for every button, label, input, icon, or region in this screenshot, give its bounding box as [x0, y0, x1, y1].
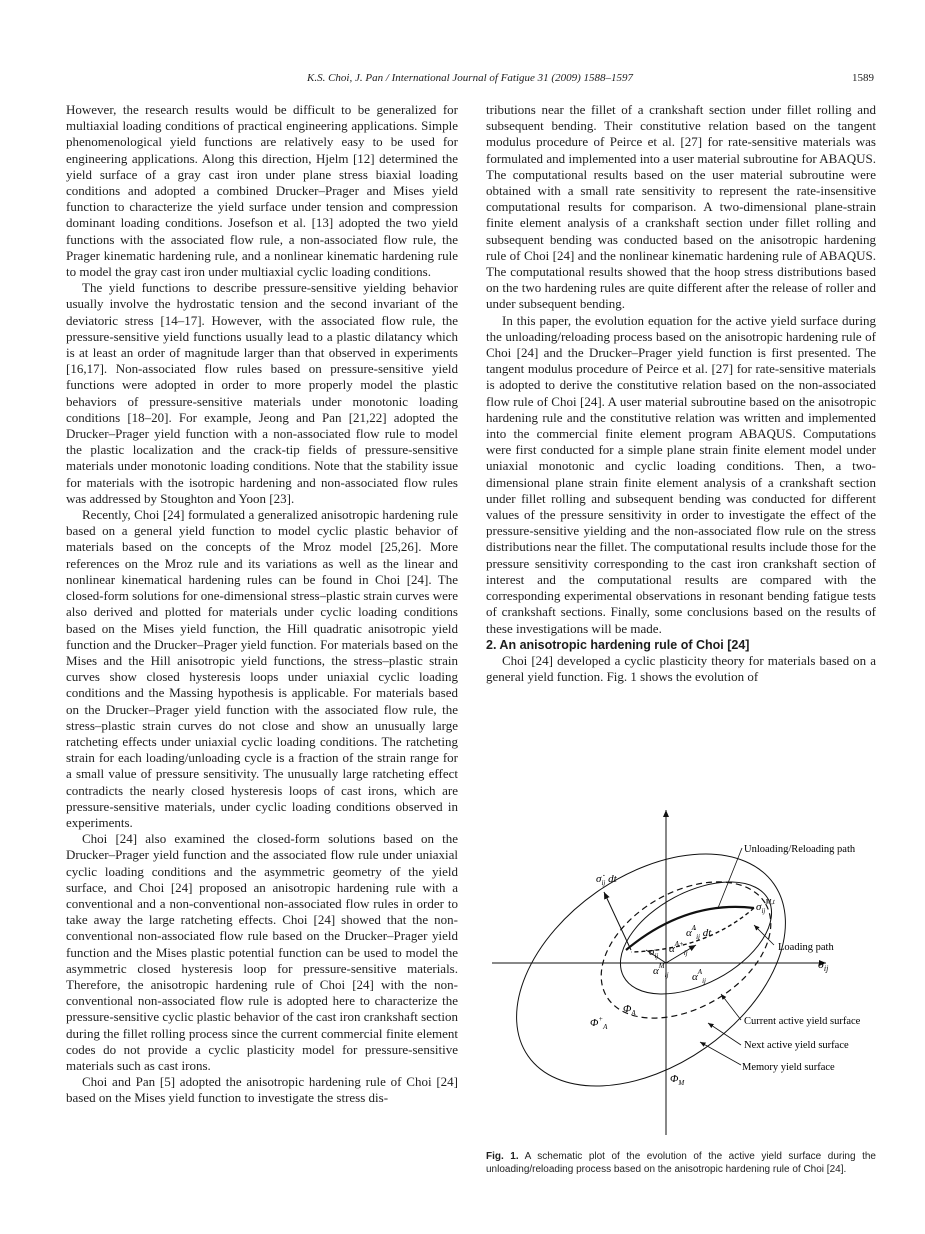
- running-header: [66, 72, 874, 88]
- pointer-next: [708, 1023, 741, 1045]
- paragraph: tributions near the fillet of a crankshaft section under fillet rolling and subsequent bending. Their constitutive relation based on the tangent modulus procedure of Peirce et al. [27] for rate-sensitive materials was formulated and implemented into a user material subroutine for ABAQUS. The computational results based on the user material subroutine were obtained with a small rate sensitivity to represent the rate-insensitive computational results for comparison. A two-dimensional plane-strain finite element analysis of a crankshaft section under fillet rolling and subsequent bending was conducted based on the anisotropic hardening rule of Choi [24] and the nonlinear kinematic hardening rule of ABAQUS. The computational results showed that the hoop stress distributions based on the two hardening rules are quite different after the release of roller and under subsequent bending.: [486, 102, 876, 312]
- symbol-sigma-dot: $\sigmȧ_{ij}$ dt: [596, 873, 617, 887]
- paragraph: Choi and Pan [5] adopted the anisotropic hardening rule of Choi [24] based on the Mises yield function to investigate the stress dis-: [66, 1074, 458, 1106]
- symbol-phi-a: $\Phi_A$: [623, 1003, 636, 1017]
- symbol-sigma: $\sigma_{ij}$: [649, 946, 659, 960]
- symbol-alpha-a2: $\alpha^A_{ij}$: [692, 968, 706, 985]
- paragraph: Choi [24] also examined the closed-form solutions based on the Drucker–Prager yield function and the associated flow rule under uniaxial cyclic loading conditions and the asymmetric geometry of the yield surface, and Choi [24] proposed an anisotropic hardening rule with a conventional and a non-conventional non-associated flow rules in order to take away the large ratcheting effects. Choi [24] showed that the non-conventional non-associated flow rule based on the Drucker–Prager yield function and the Mises plastic potential function can be used to model the asymmetric closed hysteresis loop for pressure-sensitive materials. Therefore, the anisotropic hardening rule of Choi [24] with the non-conventional non-associated flow rule is adopted here to characterize the pressure-sensitive cyclic plastic behavior of the cast iron crankshaft section during the fillet rolling process since the current commercial finite element codes do not provide a cyclic plasticity model for pressure-sensitive materials such as cast irons.: [66, 831, 458, 1073]
- figure-1: [486, 800, 878, 1145]
- label-loading-path: Loading path: [778, 942, 834, 953]
- label-current-surface: Current active yield surface: [744, 1016, 861, 1027]
- stress-increment-arrow: [604, 892, 631, 950]
- caption-label: Fig. 1.: [486, 1151, 519, 1162]
- symbol-alpha-a: $\alpha^{A+}_{ij}$: [669, 940, 688, 957]
- symbol-alpha-dot: α̇$^A_{ij}$ dt: [686, 924, 712, 941]
- label-unloading-path: Unloading/Reloading path: [744, 844, 856, 855]
- symbol-phi-m: $\Phi_M$: [670, 1073, 685, 1087]
- pointer-current: [721, 994, 741, 1020]
- label-next-surface: Next active yield surface: [744, 1040, 849, 1051]
- paragraph: Choi [24] developed a cyclic plasticity theory for materials based on a general yield function. Fig. 1 shows the evolution of: [486, 652, 876, 685]
- symbol-alpha-m: $\alpha^M_{ij}$: [653, 962, 669, 979]
- axis-label-sigma: $\sigma_{ij}$: [818, 957, 829, 973]
- left-column: [66, 102, 458, 1107]
- paragraph: In this paper, the evolution equation for the active yield surface during the unloading/reloading process based on the anisotropic hardening rule of Choi [24] and the Drucker–Prager yield function is first presented. The tangent modulus procedure of Peirce et al. [27] for rate-sensitive materials is adopted to derive the constitutive relation based on the non-associated flow rule of Choi [24]. A user material subroutine based on the anisotropic hardening rule and the constitutive relation was written and implemented into the commercial finite element program ABAQUS. Computations were first conducted for a simple plane strain finite element model under uniaxial monotonic and cyclic loading conditions. Then, a two-dimensional plane strain finite element analysis of a crankshaft section under fillet rolling and subsequent bending was conducted for different values of the pressure sensitivity in order to investigate the effect of the pressure-sensitive yielding and the non-associated flow rule on the stress distributions near the fillet. The computational results include those for the pressure sensitivity corresponding to the cast iron crankshaft section of interest and the computational results are compared with the corresponding experimental observations in resonant bending fatigue tests of crankshaft sections. Finally, some conclusions based on the results of these investigations will be made.: [486, 312, 876, 636]
- pointer-memory: [700, 1042, 741, 1065]
- symbol-phi-a-plus: $\Phi^+_A$: [590, 1015, 608, 1031]
- label-memory-surface: Memory yield surface: [742, 1062, 835, 1073]
- section-heading: 2. An anisotropic hardening rule of Choi [24]: [486, 637, 750, 652]
- symbol-sigma-m: $\sigma_{ij}^{M,t}$: [756, 898, 775, 915]
- figure-caption: [486, 1150, 876, 1176]
- paragraph: Recently, Choi [24] formulated a generalized anisotropic hardening rule based on a general yield function to model cyclic plastic behavior of materials based on the concepts of the Mroz model [25,26]. More references on the Mroz rule and its variations as well as the linear and nonlinear kinematical hardening rules can be found in Choi [24]. The closed-form solutions for one-dimensional stress–plastic strain curves were also derived and plotted for materials under cyclic loading conditions based on the Mises yield function, the Hill quadratic anisotropic yield function and the Drucker–Prager yield function. For materials based on the Mises and the Hill anisotropic yield functions, the stress–plastic strain curves show closed hysteresis loops under uniaxial cyclic loading conditions and the Massing hypothesis is applicable. For materials based on the Drucker–Prager yield function with the associated flow rule, the stress–plastic strain curves do not close and show an unusually large ratcheting effects under uniaxial cyclic loading conditions. The ratcheting strain for each loading/unloading cycle is a fraction of the strain range for a small value of pressure sensitivity. The unusually large ratcheting effect contradicts the nearly closed hysteresis loops of cast irons, which are pressure-sensitive materials, under cyclic loading conditions observed in experiments.: [66, 507, 458, 830]
- journal-citation: K.S. Choi, J. Pan / International Journal of Fatigue 31 (2009) 1588–1597: [306, 72, 633, 84]
- page-number: 1589: [852, 72, 874, 84]
- caption-text: A schematic plot of the evolution of the active yield surface during the unloading/reloading process based on the anisotropic hardening rule of Choi [24].: [486, 1151, 876, 1175]
- paragraph: The yield functions to describe pressure-sensitive yielding behavior usually involve the hydrostatic tension and the second invariant of the deviatoric stress [14–17]. However, with the associated flow rule, the pressure-sensitive yield functions usually lead to a plastic dilatancy which is at least an order of magnitude larger than that observed in experiments [16,17]. Non-associated flow rules based on pressure-sensitive yield functions were adopted in order to more properly model the plastic behaviors of pressure-sensitive materials under monotonic loading conditions [18–20]. For example, Jeong and Pan [21,22] adopted the Drucker–Prager yield function with a non-associated flow rule to model the plastic localization and the crack-tip fields of pressure-sensitive materials under monotonic loading conditions. Note that the stability issue for materials with the isotropic hardening and non-associated flow rules was addressed by Stoughton and Yoon [23].: [66, 280, 458, 506]
- paragraph: However, the research results would be difficult to be generalized for multiaxial loading conditions of practical engineering applications. Simple phenomenological yield functions are relatively easy to be used for engineering applications. Along this direction, Hjelm [12] determined the yield surface of a gray cast iron under plane stress biaxial loading conditions and adopted a combined Drucker–Prager and Mises yield function to characterize the yield surface under tension and compression dominant loading conditions. Josefson et al. [13] adopted the two yield functions with the associated flow rule, a non-associated flow rule, the Prager kinematic hardening rule, and a nonlinear kinematic hardening rule to model the gray cast iron under multiaxial cyclic loading conditions.: [66, 102, 458, 280]
- right-column: [486, 102, 876, 685]
